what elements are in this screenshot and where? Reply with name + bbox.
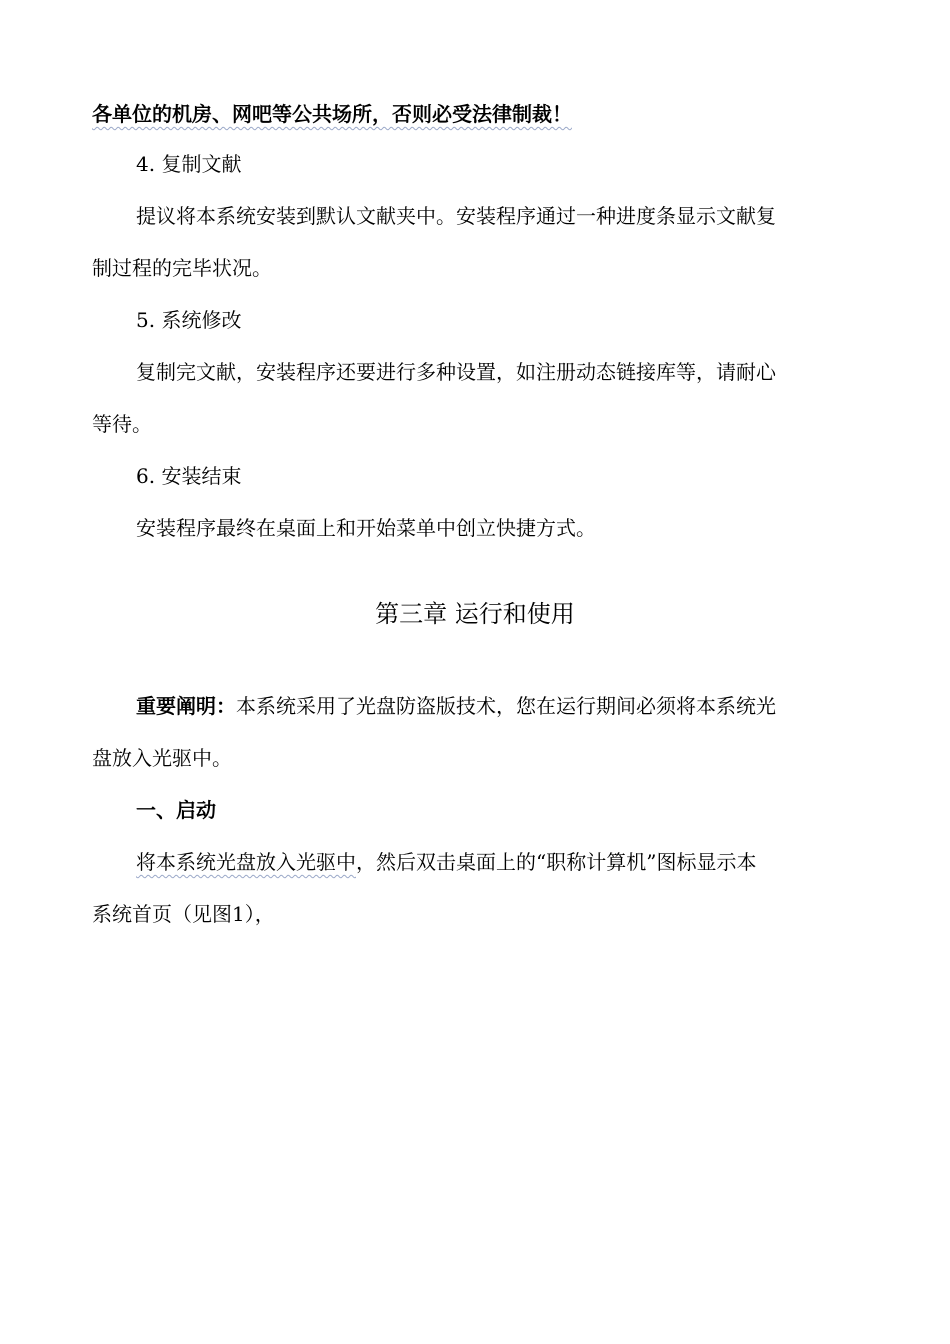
section1-line1 — [136, 848, 756, 876]
notice-line2: 盘放入光驱中。 — [92, 746, 232, 770]
section1-title: 一、启动 — [136, 798, 216, 822]
section1-marked-text: 将本系统光盘放入光驱中 — [136, 850, 356, 874]
notice-text: 本系统采用了光盘防盗版技术，您在运行期间必须将本系统光 — [236, 694, 776, 718]
section1-rest-text: ，然后双击桌面上的“职称计算机”图标显示本 — [356, 850, 757, 874]
step5-body-line1: 复制完文献，安装程序还要进行多种设置，如注册动态链接库等，请耐心 — [136, 360, 776, 384]
intro-warning: 各单位的机房、网吧等公共场所，否则必受法律制裁！ — [92, 102, 572, 126]
section1-line2: 系统首页（见图1）， — [92, 902, 275, 926]
step4-body-line2: 制过程的完毕状况。 — [92, 256, 272, 280]
notice-label: 重要阐明： — [136, 694, 236, 718]
step5-title: 5. 系统修改 — [136, 308, 242, 332]
step6-body-line1: 安装程序最终在桌面上和开始菜单中创立快捷方式。 — [136, 516, 596, 540]
step4-title: 4. 复制文献 — [136, 152, 242, 176]
step6-title: 6. 安装结束 — [136, 464, 242, 488]
step4-body-line1: 提议将本系统安装到默认文献夹中。安装程序通过一种进度条显示文献复 — [136, 204, 776, 228]
notice-line1 — [136, 692, 776, 720]
chapter-title: 第三章 运行和使用 — [375, 600, 575, 628]
step5-body-line2: 等待。 — [92, 412, 152, 436]
